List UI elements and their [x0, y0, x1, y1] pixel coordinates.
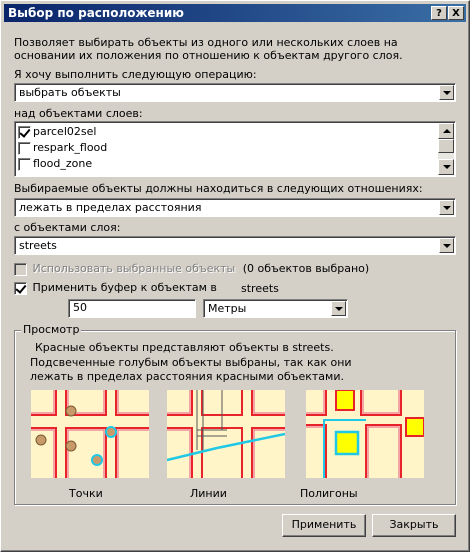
chevron-down-icon[interactable]	[439, 85, 454, 100]
preview-text-line-1: Красные объекты представляют объекты в streets.	[35, 341, 334, 354]
preview-text-line-2: Подсвеченные голубым объекты выбраны, так как они	[30, 356, 352, 369]
buffer-layer-name: streets	[241, 282, 279, 295]
chevron-down-icon[interactable]	[331, 301, 346, 316]
relation-value: лежать в пределах расстояния	[19, 201, 202, 214]
chevron-down-icon[interactable]	[439, 238, 454, 253]
layer-checkbox[interactable]	[18, 158, 31, 171]
lines-preview-image	[167, 390, 285, 478]
target-layer-dropdown[interactable]	[14, 236, 456, 255]
help-button[interactable]: ?	[431, 6, 447, 20]
relation-label: Выбираемые объекты должны находиться в следующих отношениях:	[14, 182, 423, 195]
chevron-down-icon[interactable]	[439, 200, 454, 215]
preview-legend: Просмотр	[23, 323, 80, 336]
buffer-label: Применить буфер к объектам в	[32, 281, 217, 294]
apply-button[interactable]: Применить	[282, 514, 366, 537]
points-preview-image	[31, 390, 149, 478]
polygons-preview-image	[306, 390, 424, 478]
scroll-thumb[interactable]	[438, 139, 454, 153]
operation-label: Я хочу выполнить следующую операцию:	[14, 68, 257, 81]
dialog-title: Выбор по расположению	[8, 6, 184, 20]
layers-label: над объектами слоев:	[14, 107, 143, 120]
preview-text-line-3: лежать в пределах расстояния красными объектами.	[30, 370, 344, 383]
layer-name: flood_zone	[33, 157, 93, 170]
scroll-up-icon[interactable]	[438, 123, 454, 139]
layer-checkbox[interactable]	[18, 126, 31, 139]
buffer-distance-input[interactable]: 50	[68, 299, 196, 318]
title-bar	[4, 4, 466, 22]
close-window-button[interactable]: X	[448, 6, 464, 20]
description-line-2: основании их положения по отношению к объектам другого слоя.	[14, 49, 403, 62]
layer-item-respark-flood[interactable]	[18, 141, 107, 157]
scroll-down-icon[interactable]	[438, 159, 454, 175]
layers-scrollbar[interactable]	[438, 123, 454, 175]
description-line-1: Позволяет выбирать объекты из одного или нескольких слоев на	[14, 36, 398, 49]
lines-caption: Линии	[190, 487, 227, 500]
points-caption: Точки	[69, 487, 103, 500]
relation-dropdown[interactable]	[14, 198, 456, 217]
target-layer-value: streets	[19, 239, 57, 252]
target-layer-label: с объектами слоя:	[14, 221, 121, 234]
operation-value: выбрать объекты	[19, 86, 121, 99]
layer-name: respark_flood	[33, 141, 108, 154]
layer-name: parcel02sel	[33, 125, 97, 138]
polygons-caption: Полигоны	[300, 487, 358, 500]
layer-item-flood-zone[interactable]	[18, 157, 92, 173]
use-selected-checkbox[interactable]	[14, 263, 27, 276]
layers-listbox[interactable]	[14, 121, 456, 177]
use-selected-label: Использовать выбранные объекты	[32, 262, 236, 275]
buffer-checkbox[interactable]	[14, 282, 27, 295]
operation-dropdown[interactable]	[14, 83, 456, 102]
buffer-option[interactable]	[14, 281, 217, 295]
buffer-units-dropdown[interactable]	[203, 299, 348, 318]
layer-checkbox[interactable]	[18, 142, 31, 155]
close-button[interactable]: Закрыть	[372, 514, 456, 537]
use-selected-option	[14, 262, 369, 276]
buffer-units-value: Метры	[208, 302, 247, 315]
selected-count: (0 объектов выбрано)	[242, 262, 370, 275]
layer-item-parcel02sel[interactable]	[18, 125, 96, 141]
